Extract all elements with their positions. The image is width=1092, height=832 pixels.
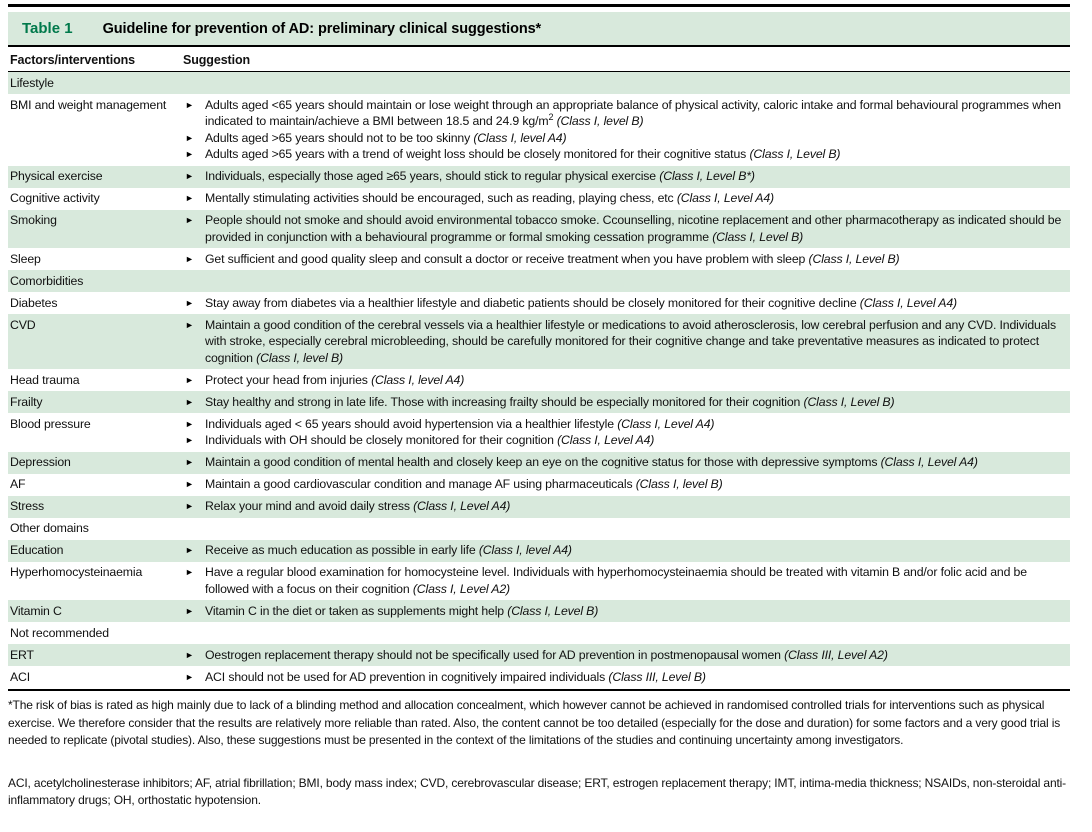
suggestion-text: Maintain a good condition of mental health and closely keep an eye on the cognitive status for those with depressive symptoms (Class I, Level A4)	[205, 455, 978, 469]
table-number-label: Table 1	[22, 20, 73, 37]
suggestion-cell	[181, 416, 1070, 449]
suggestion-text: Stay away from diabetes via a healthier lifestyle and diabetic patients should be closely monitored for their cognitive decline (Class I, Level A4)	[205, 295, 957, 310]
table-row	[8, 94, 1070, 166]
suggestion-bullet	[181, 542, 1066, 559]
factor-label: Comorbidities	[10, 273, 84, 288]
suggestion-bullet	[181, 498, 1066, 515]
factor-label: ACI	[10, 669, 31, 684]
table-row	[8, 666, 1070, 688]
suggestion-text: Oestrogen replacement therapy should not be specifically used for AD prevention in postmenopausal women (Class III, Level A2)	[205, 647, 888, 662]
factor-label: AF	[10, 477, 26, 491]
table-row	[8, 210, 1070, 249]
factor-label: Not recommended	[10, 625, 109, 640]
suggestion-text: Individuals, especially those aged ≥65 years, should stick to regular physical exercise (Class I, Level B*)	[205, 169, 755, 183]
bullet-arrow-icon: ►	[185, 297, 194, 308]
suggestion-bullet	[181, 416, 1066, 433]
table-row	[8, 562, 1070, 601]
bullet-arrow-icon: ►	[185, 215, 194, 225]
bullet-arrow-icon: ►	[185, 253, 194, 264]
bullet-arrow-icon: ►	[185, 435, 194, 445]
bullet-arrow-icon: ►	[185, 171, 194, 181]
suggestion-text: Stay healthy and strong in late life. Those with increasing frailty should be especially monitored for their cognition (Class I, Level B)	[205, 394, 895, 409]
table-row	[8, 314, 1070, 369]
table-row	[8, 292, 1070, 314]
factor-label: Depression	[10, 455, 71, 469]
factor-label: Frailty	[10, 394, 43, 409]
table-row	[8, 600, 1070, 622]
bullet-arrow-icon: ►	[185, 545, 194, 555]
suggestion-text: Get sufficient and good quality sleep and consult a doctor or receive treatment when you have problem with sleep (Class I, Level B)	[205, 251, 900, 266]
suggestion-bullet	[181, 432, 1066, 449]
guideline-table	[8, 4, 1070, 810]
table-row	[8, 540, 1070, 562]
factor-label: ERT	[10, 647, 34, 662]
bullet-arrow-icon: ►	[185, 396, 194, 407]
bullet-arrow-icon: ►	[185, 457, 194, 467]
table-top-rule	[8, 4, 1070, 7]
suggestion-text: Mentally stimulating activities should be encouraged, such as reading, playing chess, etc (Class I, Level A4)	[205, 191, 774, 205]
suggestion-bullet	[181, 317, 1066, 367]
suggestion-cell	[181, 625, 1070, 642]
bullet-arrow-icon: ►	[185, 501, 194, 511]
bullet-arrow-icon: ►	[185, 418, 194, 429]
suggestion-cell	[181, 212, 1070, 245]
suggestion-text: ACI should not be used for AD prevention in cognitively impaired individuals (Class III, Level B)	[205, 669, 706, 684]
suggestion-bullet	[181, 603, 1066, 620]
suggestion-bullet	[181, 130, 1066, 147]
section-row	[8, 518, 1070, 540]
suggestion-bullet	[181, 212, 1066, 245]
table-row	[8, 452, 1070, 474]
factor-label: Smoking	[10, 213, 57, 227]
suggestion-cell	[181, 190, 1070, 207]
footnote-rule	[8, 689, 1070, 691]
suggestion-bullet	[181, 564, 1066, 597]
table-row	[8, 188, 1070, 210]
table-row	[8, 166, 1070, 188]
suggestion-cell	[181, 372, 1070, 389]
suggestion-text: Individuals aged < 65 years should avoid hypertension via a healthier lifestyle (Class I, Level A4)	[205, 416, 715, 431]
suggestion-bullet	[181, 251, 1066, 268]
table-row	[8, 413, 1070, 452]
section-row	[8, 270, 1070, 292]
suggestion-text: Adults aged >65 years with a trend of weight loss should be closely monitored for their cognitive status (Class I, Level B)	[205, 147, 841, 161]
table-title: Guideline for prevention of AD: preliminary clinical suggestions*	[102, 21, 542, 37]
table-row	[8, 369, 1070, 391]
table-row	[8, 496, 1070, 518]
bullet-arrow-icon: ►	[185, 193, 194, 203]
suggestion-bullet	[181, 295, 1066, 312]
suggestion-cell	[181, 520, 1070, 537]
factor-label: Diabetes	[10, 295, 58, 310]
suggestion-cell	[181, 564, 1070, 597]
column-header-suggestion: Suggestion	[183, 53, 251, 67]
suggestion-cell	[181, 273, 1070, 290]
bullet-arrow-icon: ►	[185, 605, 194, 616]
suggestion-text: Individuals with OH should be closely monitored for their cognition (Class I, Level A4)	[205, 433, 655, 447]
factor-label: Education	[10, 543, 64, 557]
suggestion-cell	[181, 251, 1070, 268]
suggestion-cell	[181, 647, 1070, 664]
suggestion-bullet	[181, 97, 1066, 130]
bullet-arrow-icon: ►	[185, 567, 194, 577]
factor-label: Cognitive activity	[10, 191, 100, 205]
suggestion-text: Protect your head from injuries (Class I, level A4)	[205, 372, 465, 387]
bullet-arrow-icon: ►	[185, 479, 194, 489]
suggestion-bullet	[181, 647, 1066, 664]
suggestion-text: People should not smoke and should avoid environmental tobacco smoke. Ccounselling, nicotine replacement and other pharmacotherapy as indicated should be provided in conjunction with a behavioural programme or formal smoking cessation programme (Class I, Level B)	[205, 213, 1062, 244]
footnote-abbreviations: ACI, acetylcholinesterase inhibitors; AF, atrial fibrillation; BMI, body mass index; CVD, cerebrovascular disease; ERT, estrogen replacement therapy; IMT, intima-media thickness; NSAIDs, non-steroidal anti-inflammatory drugs; OH, orthostatic hypotension.	[8, 775, 1067, 807]
factor-label: BMI and weight management	[10, 97, 167, 112]
table-row	[8, 474, 1070, 496]
table-rows	[8, 72, 1070, 688]
table-row	[8, 248, 1070, 270]
suggestion-bullet	[181, 190, 1066, 207]
section-row	[8, 72, 1070, 94]
factor-label: Sleep	[10, 251, 41, 266]
suggestion-cell	[181, 295, 1070, 312]
suggestion-cell	[181, 97, 1070, 163]
suggestion-cell	[181, 542, 1070, 559]
table-row	[8, 391, 1070, 413]
bullet-arrow-icon: ►	[185, 99, 194, 110]
footnote-risk-of-bias: *The risk of bias is rated as high mainly due to lack of a blinding method and allocation concealment, which however cannot be achieved in randomised controlled trials for interventions such as physical exercise. We therefore consider that the results are relatively more reliable than rated. Also, the content cannot be too detailed (especially for the dose and duration) for some factors and a very good trial is needed to replicate (pivotal studies). Also, these suggestions must be presented in the context of the limitations of the studies and continuing uncertainty among investigators.	[8, 698, 1061, 747]
column-header-factors: Factors/interventions	[10, 53, 136, 67]
suggestion-bullet	[181, 372, 1066, 389]
suggestion-bullet	[181, 146, 1066, 163]
table-row	[8, 644, 1070, 666]
suggestion-text: Adults aged <65 years should maintain or lose weight through an appropriate balance of physical activity, caloric intake and formal behavioural programmes when indicated to maintain/achieve a BMI between 18.5 and 24.9 $kg/m^2$ (Class I, level B)	[205, 97, 1061, 128]
suggestion-text: Relax your mind and avoid daily stress (Class I, Level A4)	[205, 499, 511, 513]
column-header-row	[8, 47, 1070, 72]
factor-label: Lifestyle	[10, 75, 54, 90]
factor-label: Physical exercise	[10, 169, 103, 183]
suggestion-text: Adults aged >65 years should not to be too skinny (Class I, level A4)	[205, 130, 567, 145]
suggestion-bullet	[181, 454, 1066, 471]
suggestion-text: Maintain a good condition of the cerebral vessels via a healthier lifestyle or medications to avoid atherosclerosis, low cerebral perfusion and any CVD. Individuals with stroke, especially cerebral microbleeding, should be carefully monitored for their cognitive change and take preventative measures as indicated to protect cognition (Class I, level B)	[205, 317, 1056, 365]
suggestion-text: Have a regular blood examination for homocysteine level. Individuals with hyperhomocysteinaemia should be treated with vitamin B and/or folic acid and be followed with a focus on their cognition (Class I, Level A2)	[205, 565, 1027, 596]
bullet-arrow-icon: ►	[185, 319, 194, 330]
factor-label: Head trauma	[10, 372, 80, 387]
table-title-band	[8, 12, 1070, 47]
bullet-arrow-icon: ►	[185, 132, 194, 143]
suggestion-bullet	[181, 476, 1066, 493]
suggestion-bullet	[181, 168, 1066, 185]
factor-label: Vitamin C	[10, 603, 62, 618]
suggestion-cell	[181, 454, 1070, 471]
suggestion-cell	[181, 498, 1070, 515]
bullet-arrow-icon: ►	[185, 649, 194, 660]
factor-label: Hyperhomocysteinaemia	[10, 565, 143, 579]
factor-label: Blood pressure	[10, 416, 91, 431]
bullet-arrow-icon: ►	[185, 149, 194, 159]
section-row	[8, 622, 1070, 644]
factor-label: Other domains	[10, 521, 89, 535]
bullet-arrow-icon: ►	[185, 671, 194, 682]
suggestion-bullet	[181, 669, 1066, 686]
suggestion-text: Vitamin C in the diet or taken as supplements might help (Class I, Level B)	[205, 603, 599, 618]
suggestion-text: Maintain a good cardiovascular condition and manage AF using pharmaceuticals (Class I, level B)	[205, 477, 723, 491]
bullet-arrow-icon: ►	[185, 374, 194, 385]
suggestion-cell	[181, 75, 1070, 92]
suggestion-cell	[181, 394, 1070, 411]
suggestion-text: Receive as much education as possible in early life (Class I, level A4)	[205, 543, 572, 557]
suggestion-bullet	[181, 394, 1066, 411]
suggestion-cell	[181, 476, 1070, 493]
factor-label: CVD	[10, 317, 36, 332]
suggestion-cell	[181, 669, 1070, 686]
suggestion-cell	[181, 317, 1070, 367]
suggestion-cell	[181, 168, 1070, 185]
suggestion-cell	[181, 603, 1070, 620]
factor-label: Stress	[10, 499, 44, 513]
